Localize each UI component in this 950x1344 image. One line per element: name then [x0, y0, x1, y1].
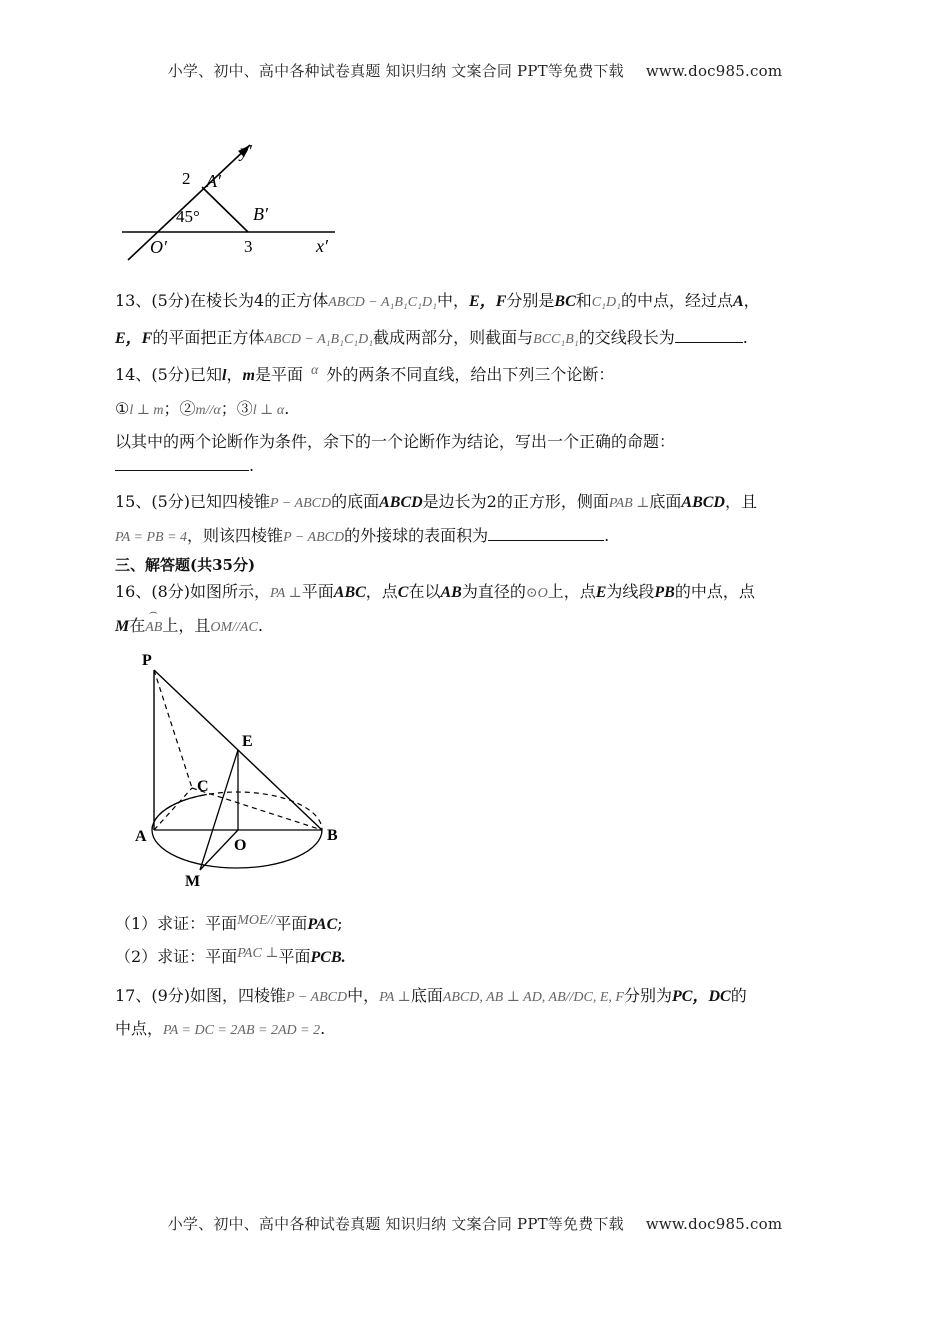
q14-text: .: [284, 399, 290, 418]
label-3: 3: [244, 237, 253, 256]
q16-part-2: [115, 944, 346, 967]
math-pc-dc: PC，DC: [672, 988, 731, 1005]
q13-line-2: [115, 325, 748, 348]
q13-text: 截成两部分，则截面与: [373, 328, 534, 347]
math-m: m: [242, 367, 255, 384]
math-pa-eq: PA = PB = 4: [115, 530, 188, 545]
label-o: O: [234, 837, 247, 854]
q16-text: ;: [337, 914, 343, 933]
q14-text: ①: [115, 399, 130, 418]
q15-text: ，且: [724, 492, 757, 511]
q17-text: 分别为: [624, 986, 673, 1005]
math-pyramid: P − ABCD: [283, 530, 345, 545]
math-circle-o: ⊙O: [525, 586, 548, 601]
q16-text: （1）求证：平面: [115, 914, 238, 933]
q17-text: 中，: [347, 986, 380, 1005]
q15-text: 是边长为2的正方形，侧面: [422, 492, 609, 511]
arc-label: AB: [145, 620, 163, 635]
label-x-prime: x′: [316, 236, 328, 256]
math-abc: ABC: [333, 584, 366, 601]
q16-line-2: [115, 604, 263, 636]
label-p: P: [142, 652, 152, 669]
answer-blank[interactable]: [488, 526, 604, 541]
math-pcb: PCB.: [310, 949, 346, 966]
q14-end: .: [249, 456, 255, 475]
math-ab: AB: [440, 584, 462, 601]
math-ef: E，F: [469, 293, 507, 310]
q16-text: 在: [129, 616, 146, 635]
q16-text: 上，点: [547, 582, 596, 601]
q16-text: 的中点，点: [674, 582, 755, 601]
q15-line-2: [115, 523, 609, 546]
q13-text: 分别是: [506, 291, 555, 310]
q15-text: 15、(5分)已知四棱锥: [115, 492, 271, 511]
math-equalities: PA = DC = 2AB = 2AD = 2: [163, 1023, 321, 1038]
math-bcc1b1: BCC₁B₁: [533, 332, 579, 347]
segment-em: [200, 750, 238, 870]
math-om-parallel-ac: OM//AC: [210, 620, 258, 635]
math-cube: ABCD − A₁B₁C₁D₁: [264, 332, 374, 347]
q13-text: 的平面把正方体: [152, 328, 265, 347]
q14-line-2: [115, 396, 289, 419]
math-e: E: [595, 584, 607, 601]
answer-blank[interactable]: [115, 456, 249, 471]
math-l-perp-alpha: l ⊥ α: [252, 403, 285, 418]
math-pa-perp: PA ⊥: [379, 990, 411, 1005]
q15-text: 底面: [649, 492, 682, 511]
math-conditions: ABCD, AB ⊥ AD, AB//DC, E, F: [442, 990, 624, 1005]
header-url[interactable]: www.doc985.com: [645, 62, 783, 80]
q16-line-1: [115, 579, 755, 602]
q17-text: 17、(9分)如图，四棱锥: [115, 986, 287, 1005]
math-pyramid: P − ABCD: [270, 496, 332, 511]
q16-text: ，点: [365, 582, 398, 601]
q13-text: 13、(5分)在棱长为4的正方体: [115, 291, 329, 310]
q16-text: 平面: [278, 947, 311, 966]
math-c: C: [397, 584, 409, 601]
q13-text: 的交线段长为: [578, 328, 675, 347]
label-e: E: [242, 733, 253, 750]
math-bc: BC: [554, 293, 576, 310]
q16-text: 平面: [301, 582, 334, 601]
q13-line-1: 13、(5分)在棱长为4的正方体ABCD − A₁B₁C₁D₁中，E，F分别是BC和C₁D₁的中点，经过点A，: [115, 291, 760, 310]
cone-circle-figure: [130, 648, 360, 893]
arc-hat: ⌢: [148, 604, 157, 619]
math-alpha: α: [310, 363, 319, 378]
q14-text: 14、(5分)已知: [115, 365, 223, 384]
math-ef: E，F: [115, 330, 153, 347]
q13-text: 的中点，经过点: [620, 291, 733, 310]
q17-text: 的: [730, 986, 747, 1005]
page-header: [0, 60, 950, 81]
math-a: A: [732, 293, 744, 310]
q16-text: 16、(8分)如图所示，: [115, 582, 271, 601]
q14-text: 以其中的两个论断作为条件，余下的一个论断作为结论，写出一个正确的命题：: [115, 432, 676, 451]
y-axis-line: [128, 145, 250, 260]
math-cube: ABCD − A₁B₁C₁D₁: [328, 295, 437, 310]
q13-text: 和: [575, 291, 592, 310]
math-m-parallel-alpha: m//α: [195, 403, 221, 418]
math-m: M: [115, 618, 130, 635]
q14-text: 是平面: [254, 365, 303, 384]
ellipse-back-dashed: [152, 792, 322, 830]
label-b: B: [327, 827, 338, 844]
q16-text: 平面: [275, 914, 308, 933]
q16-text: 为线段: [606, 582, 655, 601]
q14-text: ，: [226, 365, 243, 384]
label-y-prime: y′: [240, 141, 252, 161]
q17-text: 中点，: [115, 1019, 164, 1038]
q15-text: 的底面: [331, 492, 380, 511]
oblique-axes-figure: [110, 135, 350, 265]
math-pac: PAC: [307, 916, 338, 933]
q16-text: 上，且: [162, 616, 211, 635]
q17-text: 底面: [410, 986, 443, 1005]
math-pa-perp: PA ⊥: [270, 586, 302, 601]
q14-text: 外的两条不同直线，给出下列三个论断：: [326, 365, 615, 384]
q16-text: （2）求证：平面: [115, 947, 238, 966]
q15-text: ，则该四棱锥: [187, 526, 284, 545]
label-b-prime: B′: [253, 204, 268, 224]
label-c: C: [197, 778, 209, 795]
math-pab-perp: PAB ⊥: [608, 496, 650, 511]
header-text: 小学、初中、高中各种试卷真题 知识归纳 文案合同 PPT等免费下载: [167, 62, 624, 80]
section-3-heading: 三、解答题(共35分): [115, 556, 256, 574]
label-o-prime: O′: [150, 237, 167, 257]
math-pb: PB: [654, 584, 675, 601]
math-l: l: [222, 367, 227, 384]
segment-ca-dashed: [154, 788, 192, 830]
q16-text: .: [257, 616, 263, 635]
q17-line-1: [115, 983, 747, 1006]
math-moe-parallel: MOE//: [237, 913, 276, 928]
label-45-degrees: 45°: [176, 207, 200, 226]
segment-a-b: [202, 187, 248, 232]
q14-text: ；③: [220, 399, 253, 418]
math-pac-perp: PAC ⊥: [237, 946, 279, 961]
math-abcd: ABCD: [379, 494, 423, 511]
q16-text: 在以: [408, 582, 441, 601]
q14-text: ；②: [163, 399, 196, 418]
footer-url[interactable]: www.doc985.com: [645, 1215, 783, 1233]
q15-end: .: [604, 526, 610, 545]
q17-line-2: [115, 1016, 325, 1039]
q17-text: .: [320, 1019, 326, 1038]
label-m: M: [185, 873, 201, 890]
footer-text: 小学、初中、高中各种试卷真题 知识归纳 文案合同 PPT等免费下载: [167, 1215, 624, 1233]
q14-line-3: [115, 429, 675, 452]
q14-line-4: [115, 456, 254, 475]
page-footer: [0, 1213, 950, 1234]
math-arc-ab: [145, 604, 163, 636]
label-2: 2: [182, 169, 191, 188]
label-a-prime: A′: [206, 171, 221, 191]
q15-text: 的外接球的表面积为: [344, 526, 489, 545]
math-c1d1: C₁D₁: [591, 295, 621, 310]
q13-text: 中，: [437, 291, 470, 310]
q16-text: 为直径的: [461, 582, 526, 601]
q14-line-1: [115, 362, 614, 385]
q16-part-1: [115, 911, 343, 934]
q15-line-1: [115, 489, 757, 512]
q13-end: .: [742, 328, 748, 347]
segment-cb-dashed: [192, 788, 322, 830]
answer-blank[interactable]: [675, 328, 743, 343]
math-pyramid: P − ABCD: [286, 990, 348, 1005]
math-abcd: ABCD: [681, 494, 725, 511]
label-a: A: [135, 828, 147, 845]
math-l-perp-m: l ⊥ m: [129, 403, 164, 418]
